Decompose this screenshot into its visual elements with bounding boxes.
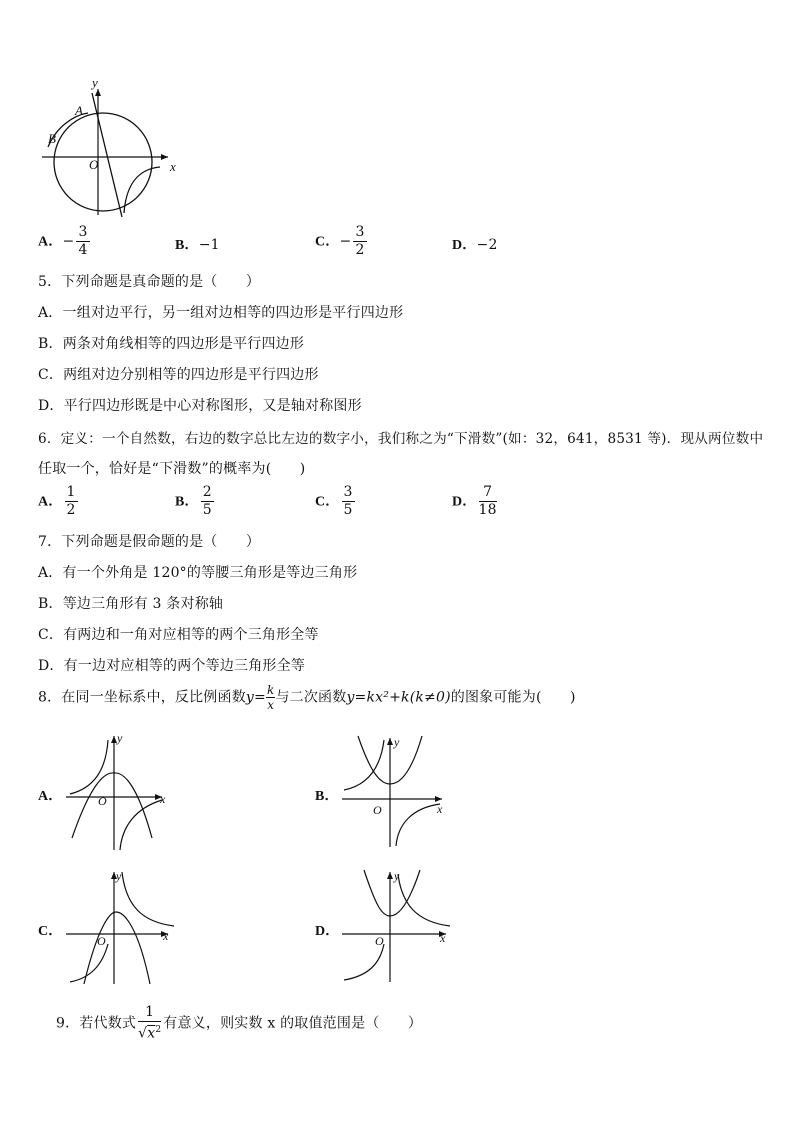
q5-stem: 5．下列命题是真命题的是（ ） (38, 274, 261, 290)
fig4-point-b: B (48, 131, 56, 146)
graph-b-y: y (394, 735, 400, 749)
graph-d (338, 866, 456, 986)
q5-option-c: C．两组对边分别相等的四边形是平行四边形 (38, 367, 319, 383)
graph-c-x: x (163, 929, 169, 943)
line-ab (92, 93, 122, 217)
graph-d-y: y (394, 869, 400, 883)
q8-label-b: B． (315, 789, 339, 804)
q5-option-b: B．两条对角线相等的四边形是平行四边形 (38, 336, 305, 352)
fig4-point-a: A (75, 103, 83, 118)
fig4-origin-label: O (89, 157, 99, 172)
q4-option-d: D．−2 (452, 237, 498, 253)
graph-b-x: x (437, 802, 443, 816)
q4-option-b: B．−1 (175, 237, 220, 253)
q5-option-d: D．平行四边形既是中心对称图形，又是轴对称图形 (38, 398, 362, 414)
graph-d-x: x (440, 931, 446, 945)
q8-label-d: D． (315, 924, 340, 939)
q4-option-a: A．− $\frac{3}{4}$ (38, 224, 88, 258)
q6-stem-line1: 6．定义：一个自然数，右边的数字总比左边的数字小，我们称之为“下滑数”(如：32，641，8531 等)．现从两位数中 (38, 431, 764, 447)
graph-b (338, 732, 450, 852)
fig4-y-label: y (92, 75, 98, 90)
fig4-x-label: x (170, 159, 176, 174)
hyperbola-right (124, 167, 160, 213)
q7-option-b: B．等边三角形有 3 条对称轴 (38, 596, 224, 612)
q7-stem: 7．下列命题是假命题的是（ ） (38, 534, 261, 550)
graph-c-o: O (97, 934, 106, 948)
graph-a (62, 730, 172, 855)
q8-stem: 8．在同一坐标系中，反比例函数y= $\frac{k}{x}$ 与二次函数y=kx²+k(k≠0)的图象可能为( ) (38, 683, 576, 712)
q6-option-a: A． $\frac{1}{2}$ (38, 484, 76, 518)
q6-option-b: B． $\frac{2}{5}$ (175, 484, 212, 518)
q4-figure (36, 75, 186, 220)
graph-c (62, 866, 180, 988)
graph-c-y: y (116, 869, 122, 883)
q9-stem: 9．若代数式 $\frac{1}{√x^2}$ 有意义，则实数 x 的取值范围是（ ） (56, 1004, 423, 1042)
q7-option-d: D．有一边对应相等的两个等边三角形全等 (38, 658, 306, 674)
q5-option-a: A．一组对边平行，另一组对边相等的四边形是平行四边形 (38, 305, 404, 321)
q6-option-d: D． $\frac{7}{18}$ (452, 484, 497, 518)
graph-a-x: x (160, 792, 166, 806)
q6-stem-line2: 任取一个，恰好是“下滑数”的概率为( ) (38, 461, 306, 477)
circle (54, 113, 152, 211)
q4-option-c: C．− $\frac{3}{2}$ (315, 224, 365, 258)
graph-a-y: y (117, 731, 123, 745)
q6-option-c: C． $\frac{3}{5}$ (315, 484, 353, 518)
q8-label-a: A． (38, 789, 63, 804)
q7-option-c: C．有两边和一角对应相等的两个三角形全等 (38, 627, 319, 643)
graph-d-o: O (375, 934, 384, 948)
q8-label-c: C． (38, 924, 63, 939)
graph-a-o: O (98, 794, 107, 808)
q7-option-a: A．有一个外角是 120°的等腰三角形是等边三角形 (38, 565, 358, 581)
graph-b-o: O (373, 803, 382, 817)
